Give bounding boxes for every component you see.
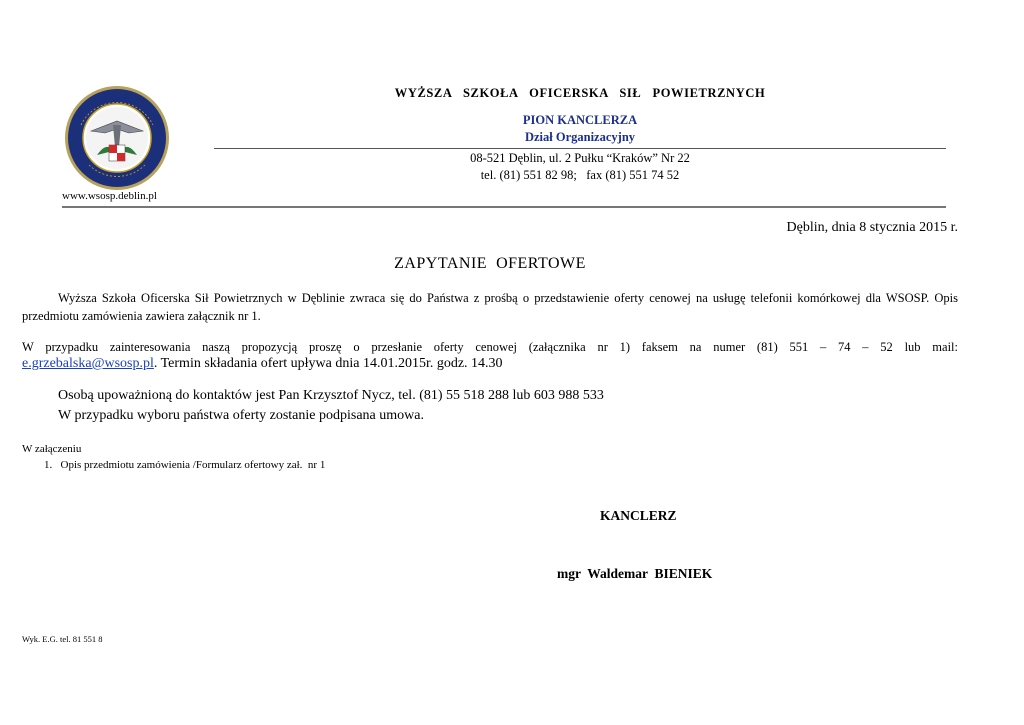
- contact-person: Osobą upoważnioną do kontaktów jest Pan Krzysztof Nycz, tel. (81) 55 518 288 lub 603 988 533: [58, 388, 604, 403]
- emblem-icon: [63, 85, 171, 191]
- header-divider: [214, 148, 946, 149]
- intro-paragraph: Wyższa Szkoła Oficerska Sił Powietrznych w Dęblinie zwraca się do Państwa z prośbą o przedstawienie oferty cenowej na usługę telefonii komórkowej dla WSOSP. Opis przedmiotu zamówienia zawiera załącznik nr 1.: [22, 291, 958, 323]
- attachments-label: W załączeniu: [22, 443, 82, 455]
- deadline-text: . Termin składania ofert upływa dnia 14.01.2015r. godz. 14.30: [153, 356, 503, 371]
- address: 08-521 Dęblin, ul. 2 Pułku “Kraków” Nr 22: [470, 151, 690, 165]
- signature-title: KANCLERZ: [600, 508, 677, 523]
- department-name: Dział Organizacyjny: [524, 130, 636, 144]
- attachment-item: 1. Opis przedmiotu zamówienia /Formularz ofertowy zał. nr 1: [44, 459, 326, 471]
- email-link[interactable]: e.grzebalska@wsosp.pl: [22, 356, 154, 371]
- footer-note: Wyk. E.G. tel. 81 551 8: [22, 634, 103, 644]
- instructions-paragraph-line1: W przypadku zainteresowania naszą propozycją proszę o przesłanie oferty cenowej (załącznika nr 1) faksem na numer (81) 551 – 74 – 52 lub mail:: [22, 340, 958, 354]
- website-label: www.wsosp.deblin.pl: [62, 190, 157, 202]
- instructions-paragraph-line2: [22, 356, 503, 372]
- letter-date: Dęblin, dnia 8 stycznia 2015 r.: [786, 220, 958, 235]
- institution-name: WYŻSZA SZKOŁA OFICERSKA SIŁ POWIETRZNYCH: [394, 86, 766, 100]
- letterhead-divider: [62, 206, 946, 208]
- signature-name: mgr Waldemar BIENIEK: [557, 566, 713, 581]
- agreement-note: W przypadku wyboru państwa oferty zostanie podpisana umowa.: [58, 408, 424, 423]
- division-name: PION KANCLERZA: [522, 113, 638, 127]
- contact-numbers: tel. (81) 551 82 98; fax (81) 551 74 52: [480, 168, 680, 182]
- school-logo: [63, 85, 171, 191]
- letter-title: ZAPYTANIE OFERTOWE: [394, 255, 586, 272]
